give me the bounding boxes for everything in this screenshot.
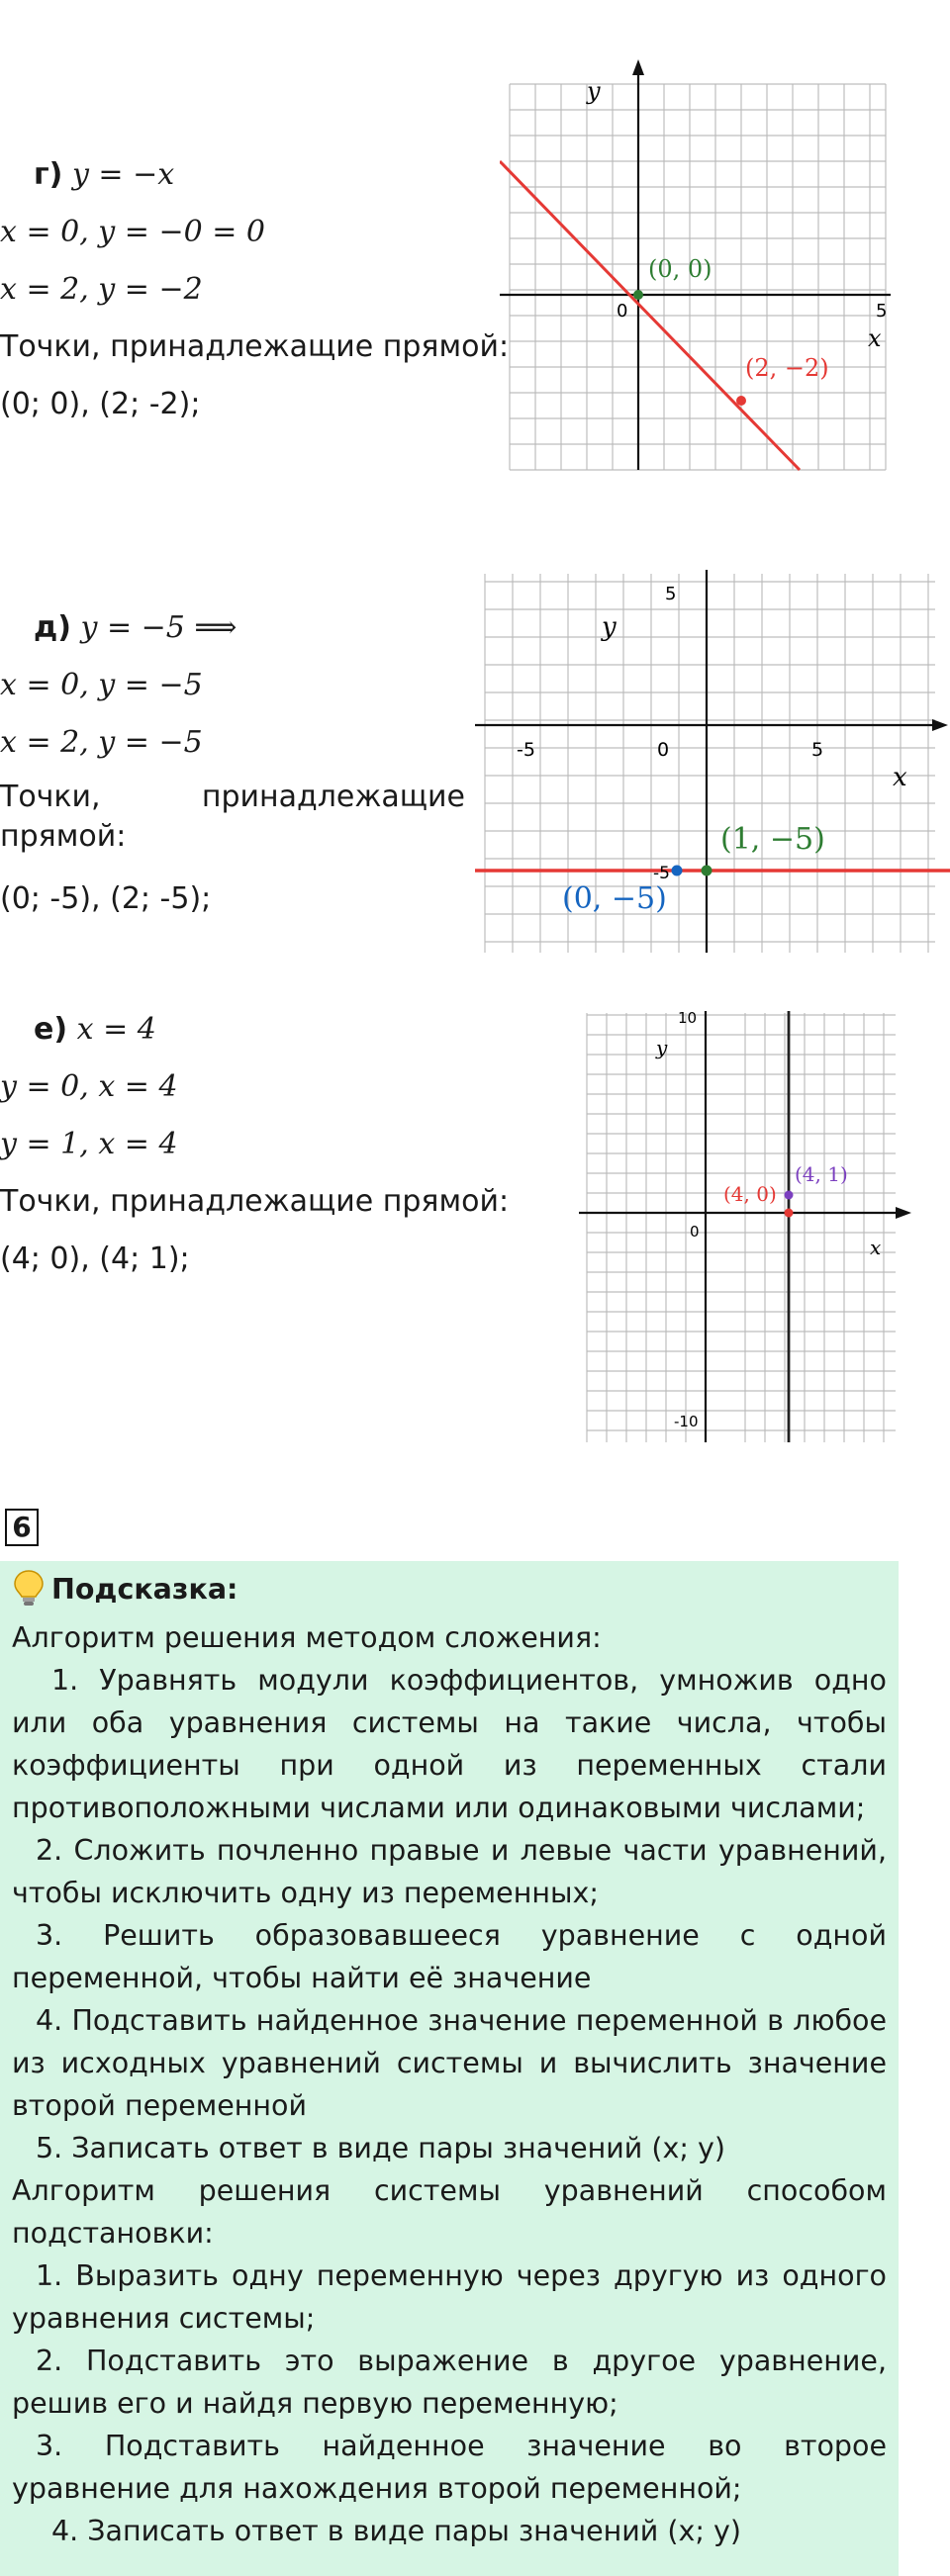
graph-e-y-label: y bbox=[656, 1036, 668, 1059]
section-e-points-title: Точки, принадлежащие прямой: bbox=[0, 1184, 510, 1219]
section-e-points: (4; 0), (4; 1); bbox=[0, 1242, 190, 1276]
section-e-line-1: y = 0, x = 4 bbox=[0, 1069, 178, 1104]
graph-g-origin: 0 bbox=[617, 301, 628, 322]
section-e bbox=[0, 1001, 509, 1288]
hint-heading-substitution: Алгоритм решения системы уравнений способом подстановки: bbox=[12, 2174, 887, 2250]
graph-d-tick-x5: 5 bbox=[811, 739, 824, 761]
task-number-badge: 6 bbox=[5, 1509, 39, 1546]
hint-substitution-step-2: 2. Подставить это выражение в другое уравнение, решив его и найдя первую переменную; bbox=[12, 2345, 887, 2420]
section-d-label: д) bbox=[34, 610, 71, 645]
section-d-points-title-a: Точки, bbox=[0, 780, 101, 814]
graph-d-point-1-label: (1, −5) bbox=[720, 822, 825, 857]
section-d-line-2: x = 2, y = −5 bbox=[0, 725, 203, 760]
graph-e-tick-yneg10: -10 bbox=[674, 1413, 699, 1430]
section-e-line-2: y = 1, x = 4 bbox=[0, 1127, 178, 1161]
graph-g-x-label: x bbox=[868, 324, 882, 352]
section-d-points-title-c: прямой: bbox=[0, 819, 127, 854]
graph-e-point-40-label: (4, 0) bbox=[723, 1182, 777, 1206]
graph-g bbox=[500, 57, 896, 473]
graph-g-point-2-label: (2, −2) bbox=[745, 354, 829, 382]
graph-g-y-label: y bbox=[587, 77, 601, 105]
hint-title-row bbox=[12, 1561, 887, 1616]
section-g-line-2: x = 2, y = −2 bbox=[0, 272, 203, 307]
section-g-points-title: Точки, принадлежащие прямой: bbox=[0, 329, 510, 364]
hint-substitution-step-1: 1. Выразить одну переменную через другую из одного уравнения системы; bbox=[12, 2259, 887, 2335]
section-e-label: е) bbox=[34, 1012, 68, 1047]
hint-addition-step-3: 3. Решить образовавшееся уравнение с одной переменной, чтобы найти её значение bbox=[12, 1919, 887, 1994]
hint-addition-step-4: 4. Подставить найденное значение переменной в любое из исходных уравнений системы и вычислить значение второй переменной bbox=[12, 2004, 887, 2122]
lightbulb-icon bbox=[12, 1569, 46, 1609]
graph-g-point-0-label: (0, 0) bbox=[648, 255, 712, 283]
graph-d-tick-xneg5: -5 bbox=[517, 739, 535, 761]
graph-e-origin: 0 bbox=[690, 1223, 700, 1241]
section-d-points-title bbox=[0, 778, 465, 817]
section-g bbox=[0, 146, 509, 433]
section-d bbox=[0, 599, 465, 928]
graph-d-point-0-label: (0, −5) bbox=[562, 881, 667, 916]
section-d-equation: y = −5 ⟹ bbox=[80, 610, 238, 645]
graph-e-point-41-label: (4, 1) bbox=[795, 1162, 848, 1186]
graph-d-tick-yneg5: -5 bbox=[653, 864, 670, 883]
graph-d-origin: 0 bbox=[657, 739, 670, 761]
section-g-equation: y = −x bbox=[71, 157, 175, 192]
graph-d-tick-y5: 5 bbox=[665, 584, 677, 604]
section-d-line-1: x = 0, y = −5 bbox=[0, 668, 203, 702]
section-d-points-title-b: принадлежащие bbox=[201, 780, 465, 814]
hint-panel bbox=[0, 1561, 899, 2576]
graph-d-y-label: y bbox=[602, 612, 617, 642]
hint-addition-step-2: 2. Сложить почленно правые и левые части уравнений, чтобы исключить одну из переменных; bbox=[12, 1834, 887, 1909]
section-d-header bbox=[0, 599, 465, 657]
graph-e-tick-y10: 10 bbox=[678, 1009, 698, 1027]
section-g-points: (0; 0), (2; -2); bbox=[0, 387, 201, 421]
hint-title: Подсказка: bbox=[51, 1572, 238, 1606]
graph-e-x-label: x bbox=[870, 1236, 882, 1259]
hint-substitution-step-4: 4. Записать ответ в виде пары значений (x; y) bbox=[51, 2515, 741, 2547]
section-e-header bbox=[0, 1001, 509, 1058]
section-d-points: (0; -5), (2; -5); bbox=[0, 881, 212, 916]
graph-d bbox=[475, 562, 950, 958]
section-e-equation: x = 4 bbox=[76, 1012, 156, 1047]
hint-addition-step-1: 1. Уравнять модули коэффициентов, умножив одно или оба уравнения системы на такие числа, чтобы коэффициенты при одной из переменных стали противоположными числами или одинаковыми числами; bbox=[12, 1664, 887, 1824]
graph-d-x-label: x bbox=[893, 763, 907, 792]
hint-heading-addition: Алгоритм решения методом сложения: bbox=[12, 1621, 602, 1654]
hint-substitution-step-3: 3. Подставить найденное значение во второе уравнение для нахождения второй переменной; bbox=[12, 2430, 887, 2505]
section-g-header bbox=[0, 146, 509, 204]
graph-e bbox=[579, 1001, 915, 1446]
hint-addition-step-5: 5. Записать ответ в виде пары значений (x; y) bbox=[36, 2132, 725, 2164]
graph-g-tick-5: 5 bbox=[876, 301, 888, 322]
section-g-label: г) bbox=[34, 157, 63, 192]
section-g-line-1: x = 0, y = −0 = 0 bbox=[0, 215, 265, 249]
